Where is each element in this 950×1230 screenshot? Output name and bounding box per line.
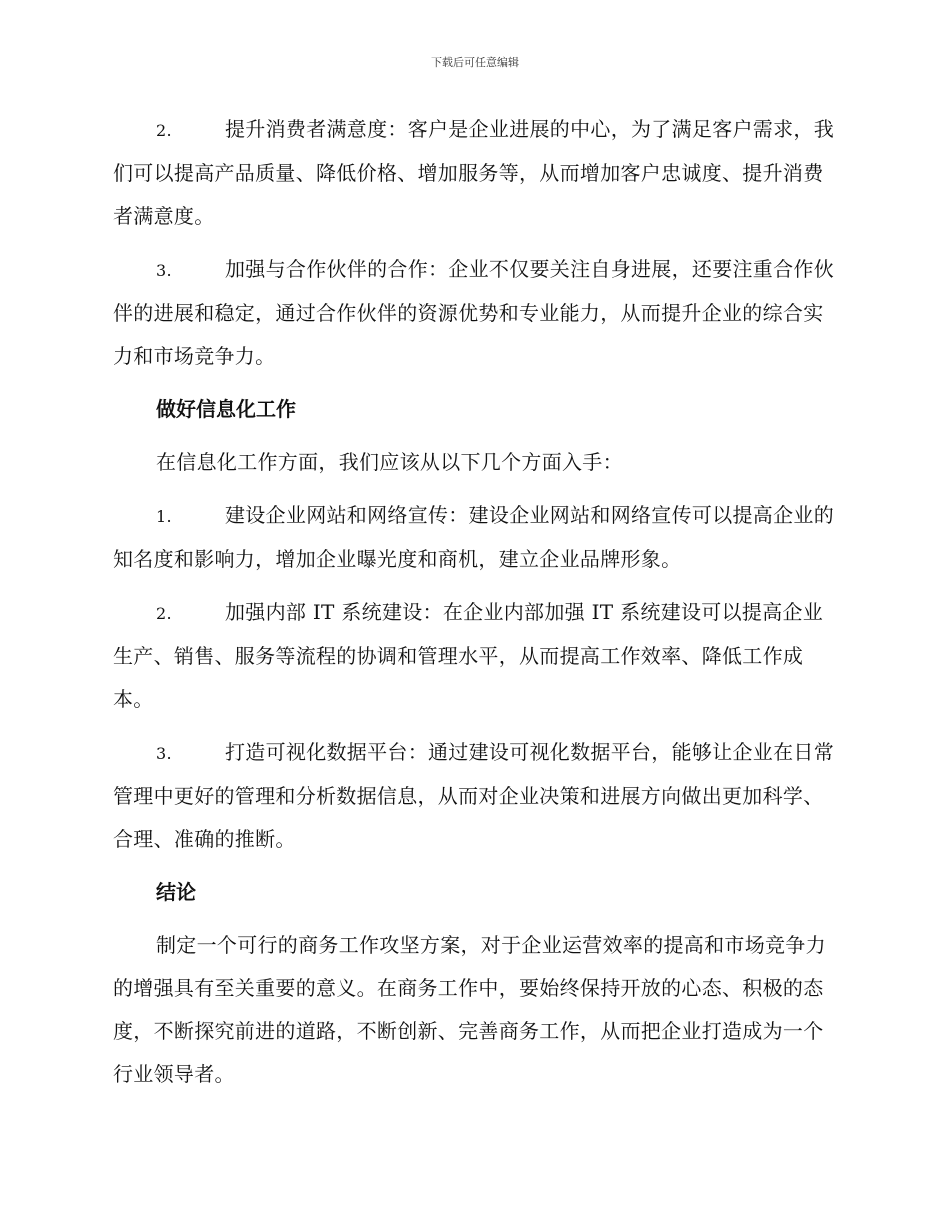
list-item-number: 2. (156, 604, 172, 623)
page-header: 下载后可任意编辑 (431, 56, 519, 69)
section-heading-conclusion: 结论 (156, 880, 196, 904)
list-item (113, 248, 838, 378)
list-item-number: 3. (156, 744, 172, 763)
list-item-text: 建设企业网站和网络宣传：建设企业网站和网络宣传可以提高企业的知名度和影响力，增加企业曝光度和商机，建立企业品牌形象。 (113, 503, 834, 571)
list-item-text: 加强内部 IT 系统建设：在企业内部加强 IT 系统建设可以提高企业生产、销售、服务等流程的协调和管理水平，从而提高工作效率、降低工作成本。 (113, 600, 824, 711)
list-item-text: 提升消费者满意度：客户是企业进展的中心，为了满足客户需求，我们可以提高产品质量、降低价格、增加服务等，从而增加客户忠诚度、提升消费者满意度。 (113, 117, 834, 228)
document-body (113, 108, 838, 1096)
list-item-number: 1. (156, 507, 172, 526)
list-item (113, 591, 838, 721)
list-item (113, 494, 838, 581)
list-item-number: 3. (156, 261, 172, 280)
section-intro: 在信息化工作方面，我们应该从以下几个方面入手： (156, 450, 623, 474)
list-item (113, 731, 838, 861)
section-heading-informatization: 做好信息化工作 (156, 397, 296, 421)
conclusion-paragraph: 制定一个可行的商务工作攻坚方案，对于企业运营效率的提高和市场竞争力的增强具有至关重要的意义。在商务工作中，要始终保持开放的心态、积极的态度，不断探究前进的道路，不断创新、完善商务工作，从而把企业打造成为一个行业领导者。 (113, 933, 826, 1086)
list-item-number: 2. (156, 121, 172, 140)
list-item (113, 108, 838, 238)
list-item-text: 打造可视化数据平台：通过建设可视化数据平台，能够让企业在日常管理中更好的管理和分析数据信息，从而对企业决策和进展方向做出更加科学、合理、准确的推断。 (113, 740, 834, 851)
list-item-text: 加强与合作伙伴的合作：企业不仅要关注自身进展，还要注重合作伙伴的进展和稳定，通过合作伙伴的资源优势和专业能力，从而提升企业的综合实力和市场竞争力。 (113, 257, 834, 368)
